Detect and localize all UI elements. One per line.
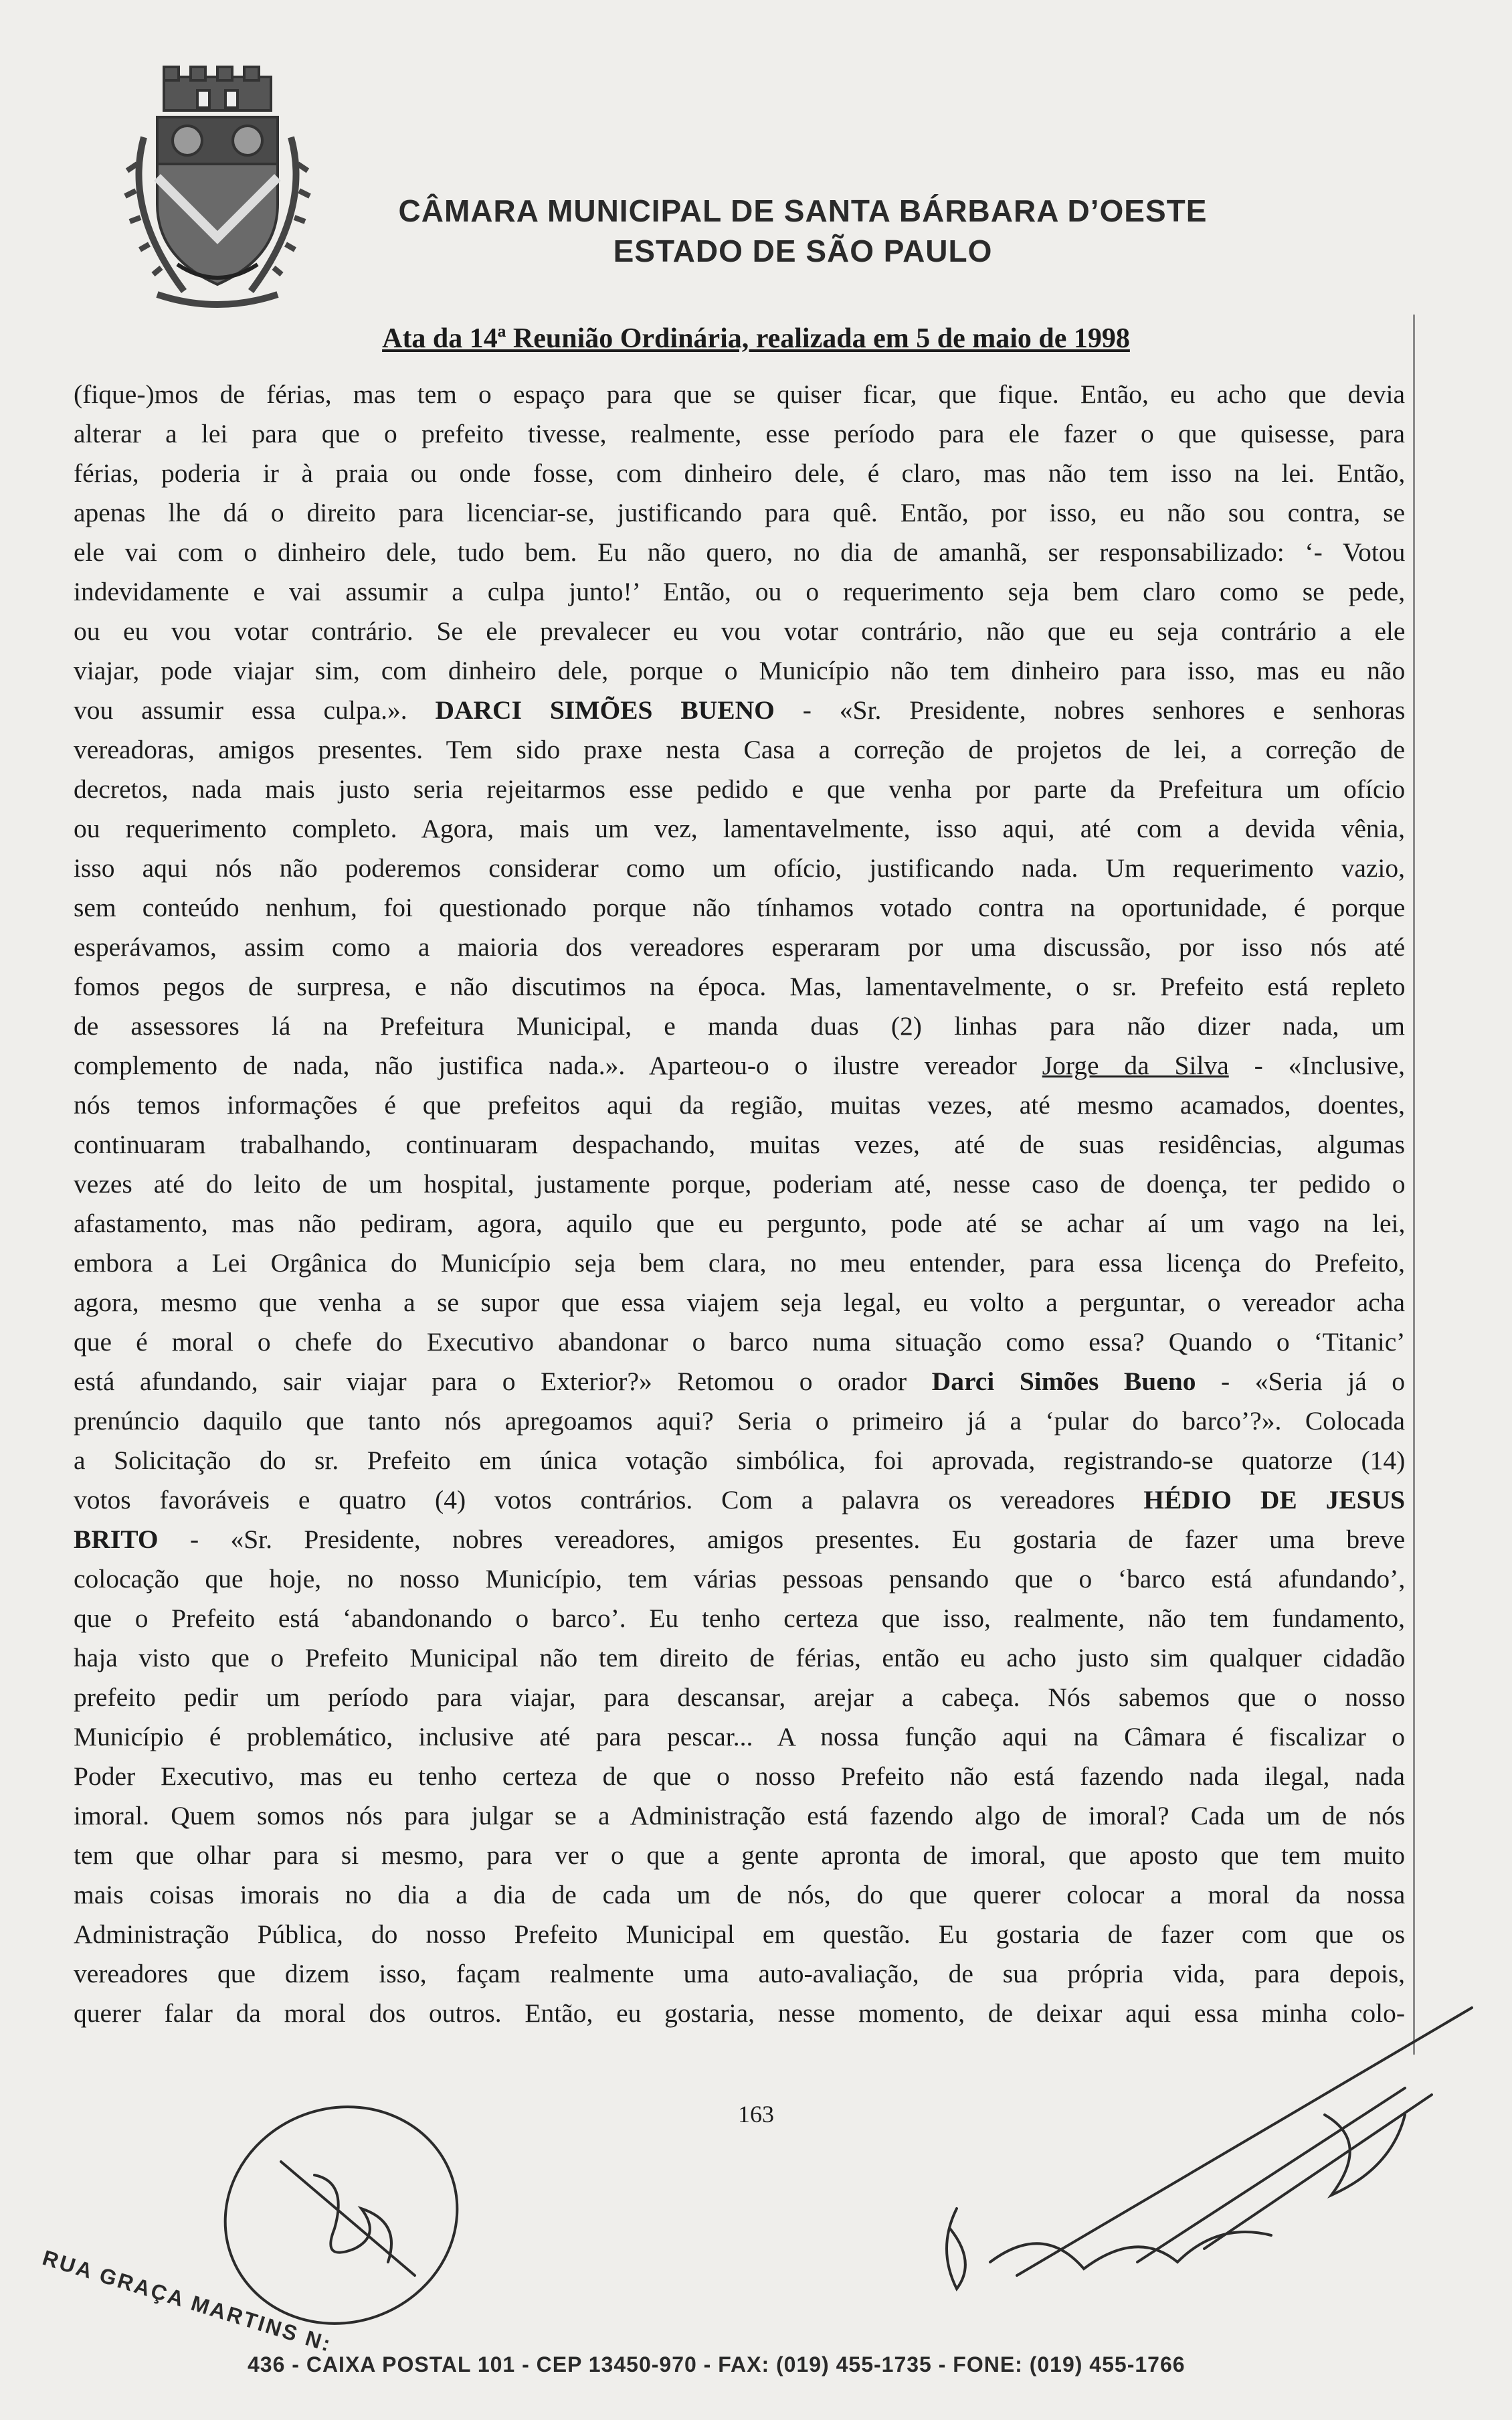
- speaker-name: DARCI SIMÕES BUENO: [435, 695, 775, 725]
- text-line: Poder Executivo, mas eu tenho certeza de que o nosso Prefeito não está fazendo nada ilegal, nada: [74, 1761, 1405, 1791]
- margin-rule: [1413, 315, 1415, 2055]
- text-line: decretos, nada mais justo seria rejeitarmos esse pedido e que venha por parte da Prefeitura um ofício: [74, 774, 1406, 804]
- text-line: ele vai com o dinheiro dele, tudo bem. Eu não quero, no dia de amanhã, ser responsabilizado: ‘- Votou: [74, 537, 1406, 567]
- line-segment: vou assumir essa culpa.».: [74, 695, 407, 725]
- line-segment: - «Inclusive,: [1228, 1051, 1405, 1080]
- text-line: viajar, pode viajar sim, com dinheiro dele, porque o Município não tem dinheiro para isso, mas eu não: [74, 656, 1406, 685]
- text-line: [74, 691, 1405, 730]
- text-line: Administração Pública, do nosso Prefeito Municipal em questão. Eu gostaria de fazer com que os: [74, 1919, 1406, 1949]
- footer-contact: 436 - CAIXA POSTAL 101 - CEP 13450-970 - FAX: (019) 455-1735 - FONE: (019) 455-1766: [248, 2352, 1186, 2376]
- line-segment: complemento de nada, não justifica nada.». Aparteou-o o ilustre vereador: [74, 1051, 1017, 1080]
- line-segment: - «Sr. Presidente, nobres vereadores, amigos presentes. Eu gostaria de fazer uma breve: [189, 1525, 1406, 1554]
- text-line: a Solicitação do sr. Prefeito em única votação simbólica, foi aprovada, registrando-se quatorze (14): [74, 1446, 1406, 1475]
- text-line: [74, 1520, 1405, 1559]
- text-line: querer falar da moral dos outros. Então, eu gostaria, nesse momento, de deixar aqui essa minha colo-: [74, 1998, 1405, 2028]
- text-line: [74, 1046, 1405, 1086]
- text-line: que é moral o chefe do Executivo abandonar o barco numa situação como essa? Quando o ‘Titanic’: [74, 1327, 1406, 1357]
- text-line: mais coisas imorais no dia a dia de cada um de nós, do que querer colocar a moral da nossa: [74, 1880, 1406, 1909]
- text-line: Município é problemático, inclusive até para pescar... A nossa função aqui na Câmara é fiscalizar o: [74, 1722, 1405, 1751]
- text-line: [74, 1362, 1405, 1401]
- speaker-name: Darci Simões Bueno: [931, 1367, 1196, 1396]
- text-line: nós temos informações é que prefeitos aqui da região, muitas vezes, até mesmo acamados, doentes,: [74, 1090, 1405, 1120]
- line-segment: está afundando, sair viajar para o Exterior?» Retomou o orador: [74, 1367, 907, 1396]
- text-line: prenúncio daquilo que tanto nós apregoamos aqui? Seria o primeiro já a ‘pular do barco’?». Colocada: [74, 1406, 1405, 1436]
- text-line: de assessores lá na Prefeitura Municipal, e manda duas (2) linhas para não dizer nada, um: [74, 1011, 1406, 1041]
- text-line: vereadoras, amigos presentes. Tem sido praxe nesta Casa a correção de projetos de lei, a correção de: [74, 735, 1405, 764]
- line-segment: - «Seria já o: [1196, 1367, 1406, 1396]
- text-line: [74, 1480, 1405, 1520]
- text-line: ou requerimento completo. Agora, mais um vez, lamentavelmente, isso aqui, até com a devida vênia,: [74, 814, 1405, 843]
- text-line: embora a Lei Orgânica do Município seja bem clara, no meu entender, para essa licença do Prefeito,: [74, 1248, 1405, 1278]
- text-line: afastamento, mas não pediram, agora, aquilo que eu pergunto, pode até se achar aí um vago na lei,: [74, 1209, 1406, 1238]
- line-segment: votos favoráveis e quatro (4) votos contrários. Com a palavra os vereadores: [74, 1485, 1115, 1515]
- speaker-name: BRITO: [74, 1525, 159, 1554]
- speaker-name: HÉDIO DE JESUS: [1143, 1485, 1406, 1515]
- line-segment: - «Sr. Presidente, nobres senhores e senhoras: [774, 695, 1406, 725]
- text-line: vereadores que dizem isso, façam realmente uma auto-avaliação, de sua própria vida, para depois,: [74, 1959, 1405, 1988]
- letterhead: [321, 191, 1285, 271]
- text-line: prefeito pedir um período para viajar, para descansar, arejar a cabeça. Nós sabemos que o nosso: [74, 1682, 1406, 1712]
- text-line: indevidamente e vai assumir a culpa junto!’ Então, ou o requerimento seja bem claro como se pede,: [74, 577, 1406, 606]
- text-line: vezes até do leito de um hospital, justamente porque, poderiam até, nesse caso de doença, ter pedido o: [74, 1169, 1406, 1199]
- footer-address: [39, 2245, 1485, 2419]
- text-line: isso aqui nós não poderemos considerar como um ofício, justificando nada. Um requerimento vazio,: [74, 853, 1405, 883]
- text-line: sem conteúdo nenhum, foi questionado porque não tínhamos votado contra na oportunidade, é porque: [74, 893, 1406, 922]
- document-title: Ata da 14ª Reunião Ordinária, realizada em 5 de maio de 1998: [382, 323, 1130, 354]
- footer-street: RUA GRAÇA MARTINS N:: [39, 2245, 335, 2357]
- municipal-crest-icon: [117, 64, 318, 318]
- speaker-name: Jorge da Silva: [1042, 1051, 1229, 1080]
- text-line: fomos pegos de surpresa, e não discutimos na época. Mas, lamentavelmente, o sr. Prefeito está repleto: [74, 972, 1406, 1001]
- org-state: ESTADO DE SÃO PAULO: [613, 234, 993, 268]
- text-line: férias, poderia ir à praia ou onde fosse, com dinheiro dele, é claro, mas não tem isso na lei. Então,: [74, 458, 1406, 488]
- text-line: haja visto que o Prefeito Municipal não tem direito de férias, então eu acho justo sim qualquer cidadão: [74, 1643, 1406, 1672]
- text-line: (fique-)mos de férias, mas tem o espaço para que se quiser ficar, que fique. Então, eu acho que devia: [74, 379, 1405, 409]
- text-line: tem que olhar para si mesmo, para ver o que a gente apronta de imoral, que aposto que tem muito: [74, 1840, 1405, 1870]
- text-line: ou eu vou votar contrário. Se ele prevalecer eu vou votar contrário, não que eu seja contrário a ele: [74, 616, 1406, 646]
- text-line: agora, mesmo que venha a se supor que essa viajem seja legal, eu volto a perguntar, o vereador acha: [74, 1288, 1405, 1317]
- page-number: 163: [738, 2101, 774, 2128]
- text-line: alterar a lei para que o prefeito tivesse, realmente, esse período para ele fazer o que quisesse, para: [74, 419, 1405, 448]
- minutes-body: [74, 375, 1405, 2033]
- text-line: colocação que hoje, no nosso Município, tem várias pessoas pensando que o ‘barco está afundando’,: [74, 1564, 1406, 1593]
- org-name: CÂMARA MUNICIPAL DE SANTA BÁRBARA D’OESTE: [398, 193, 1208, 228]
- text-line: que o Prefeito está ‘abandonando o barco’. Eu tenho certeza que isso, realmente, não tem fundamento,: [74, 1604, 1405, 1633]
- text-line: continuaram trabalhando, continuaram despachando, muitas vezes, até de suas residências, algumas: [74, 1130, 1406, 1159]
- text-line: imoral. Quem somos nós para julgar se a Administração está fazendo algo de imoral? Cada um de nós: [74, 1801, 1406, 1830]
- text-line: esperávamos, assim como a maioria dos vereadores esperaram por uma discussão, por isso nós até: [74, 932, 1406, 962]
- text-line: apenas lhe dá o direito para licenciar-se, justificando para quê. Então, por isso, eu não sou contra, se: [74, 498, 1405, 527]
